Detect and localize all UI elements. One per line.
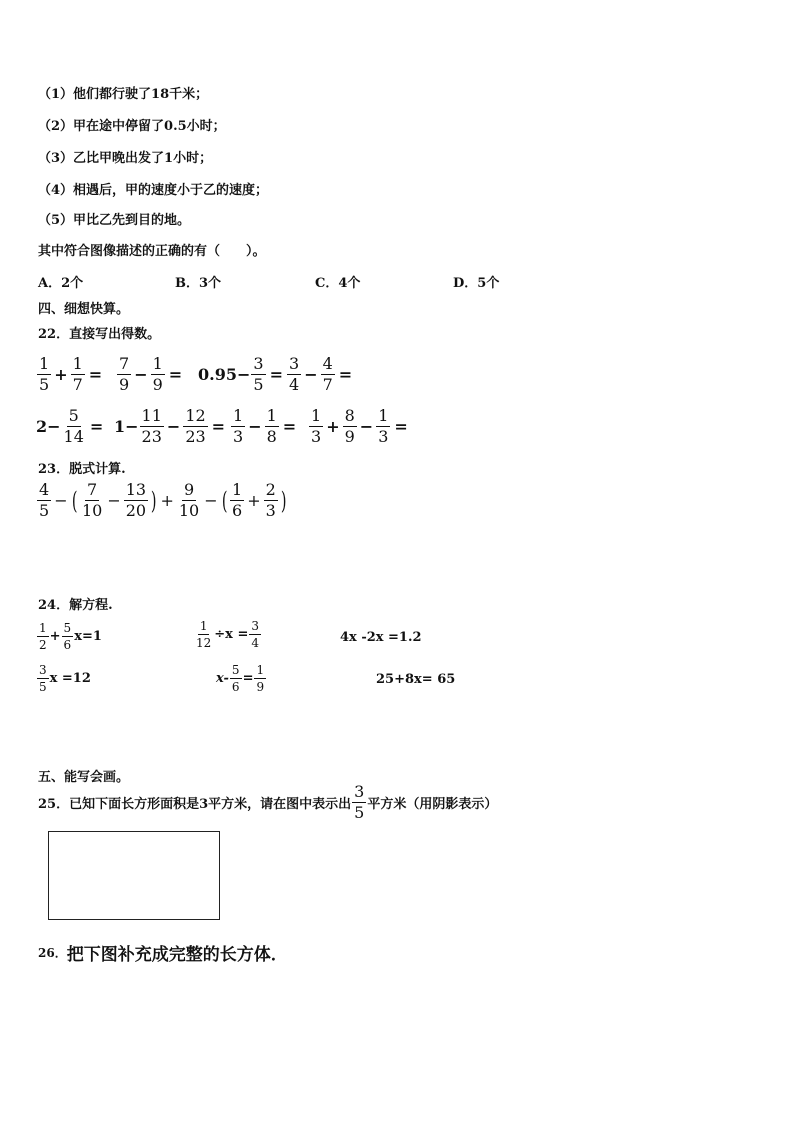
option-c: C．4个	[315, 276, 361, 291]
fraction: $\frac{1}{9}$	[256, 663, 265, 694]
q22-title: 22．直接写出得数。	[38, 327, 161, 342]
fraction: $\frac{3}{5}$	[354, 782, 365, 822]
option-a: A．2个	[38, 276, 84, 291]
fraction: $\frac{1}{3}$	[233, 406, 244, 446]
question-prompt: 其中符合图像描述的正确的有（ ）。	[38, 244, 266, 259]
fraction: $\frac{2}{3}$	[265, 480, 276, 520]
equation-4: $\frac{3}{5}$ x =12	[39, 663, 91, 694]
option-b: B．3个	[175, 276, 222, 291]
fraction: $\frac{1}{9}$	[152, 354, 163, 394]
statement-4: （4）相遇后，甲的速度小于乙的速度；	[38, 183, 269, 198]
rectangle-figure	[48, 831, 220, 920]
fraction: $\frac{3}{4}$	[289, 354, 300, 394]
fraction: $\frac{13}{20}$	[125, 480, 147, 520]
fraction: $\frac{9}{10}$	[178, 480, 200, 520]
fraction: $\frac{1}{12}$	[196, 619, 212, 650]
q23-title: 23．脱式计算.	[38, 462, 126, 477]
fraction: $\frac{1}{3}$	[311, 406, 322, 446]
equation-3: 4x -2x =1.2	[340, 630, 422, 645]
section5-title: 五、能写会画。	[38, 770, 130, 785]
q22-expr-8: $\frac{1}{3}$ + $\frac{8}{9}$ − $\frac{1}{3}$ =	[311, 406, 408, 446]
q22-expr-6: 1− $\frac{11}{23}$ − $\frac{12}{23}$ =	[114, 406, 226, 446]
fraction: $\frac{4}{7}$	[322, 354, 333, 394]
fraction: $\frac{1}{2}$	[39, 621, 47, 652]
fraction: $\frac{5}{6}$	[63, 621, 72, 652]
fraction: $\frac{3}{4}$	[251, 619, 259, 650]
fraction: $\frac{3}{5}$	[39, 663, 47, 694]
q25-text: 25．已知下面长方形面积是3平方米，请在图中表示出 $\frac{3}{5}$ 平方米（用阴影表示）	[38, 782, 498, 822]
fraction: $\frac{5}{14}$	[63, 406, 84, 446]
fraction: $\frac{1}{5}$	[39, 354, 50, 394]
q22-expr-7: $\frac{1}{3}$ − $\frac{1}{8}$ =	[233, 406, 297, 446]
fraction: $\frac{5}{6}$	[231, 663, 240, 694]
q22-expr-2: $\frac{7}{9}$ − $\frac{1}{9}$ =	[119, 354, 183, 394]
option-d: D．5个	[453, 276, 500, 291]
fraction: $\frac{3}{5}$	[253, 354, 264, 394]
fraction: $\frac{7}{10}$	[81, 480, 103, 520]
q22-expr-5: 2− $\frac{5}{14}$ =	[36, 406, 104, 446]
fraction: $\frac{1}{6}$	[232, 480, 243, 520]
fraction: $\frac{1}{7}$	[72, 354, 83, 394]
equation-2: $\frac{1}{12}$ ÷x = $\frac{3}{4}$	[196, 619, 259, 650]
equation-5: x- $\frac{5}{6}$ = $\frac{1}{9}$	[216, 663, 265, 694]
q22-expr-3: 0.95− $\frac{3}{5}$ =	[198, 354, 283, 394]
fraction: $\frac{11}{23}$	[141, 406, 162, 446]
q22-expr-4: $\frac{3}{4}$ − $\frac{4}{7}$ =	[289, 354, 353, 394]
q23-expression: $\frac{4}{5}$ − ( $\frac{7}{10}$ − $\frac{13}{20}$ ) + $\frac{9}{10}$ − ( $\frac{1}{6}$ + $\frac{2}{3}$ )	[39, 480, 287, 520]
fraction: $\frac{4}{5}$	[39, 480, 50, 520]
statement-3: （3）乙比甲晚出发了1小时；	[38, 151, 213, 166]
fraction: $\frac{1}{3}$	[378, 406, 389, 446]
q26-text: 26． 把下图补充成完整的长方体．	[38, 945, 288, 965]
statement-2: （2）甲在途中停留了0.5小时；	[38, 119, 226, 134]
q22-expr-1: $\frac{1}{5}$ + $\frac{1}{7}$ =	[39, 354, 103, 394]
equation-1: $\frac{1}{2}$ + $\frac{5}{6}$ x=1	[39, 621, 102, 652]
fraction: $\frac{7}{9}$	[119, 354, 130, 394]
fraction: $\frac{12}{23}$	[185, 406, 206, 446]
statement-1: （1）他们都行驶了18千米；	[38, 87, 209, 102]
fraction: $\frac{8}{9}$	[344, 406, 355, 446]
fraction: $\frac{1}{8}$	[266, 406, 277, 446]
q24-title: 24．解方程.	[38, 598, 113, 613]
section4-title: 四、细想快算。	[38, 302, 130, 317]
equation-6: 25+8x= 65	[376, 672, 456, 687]
statement-5: （5）甲比乙先到目的地。	[38, 213, 191, 228]
